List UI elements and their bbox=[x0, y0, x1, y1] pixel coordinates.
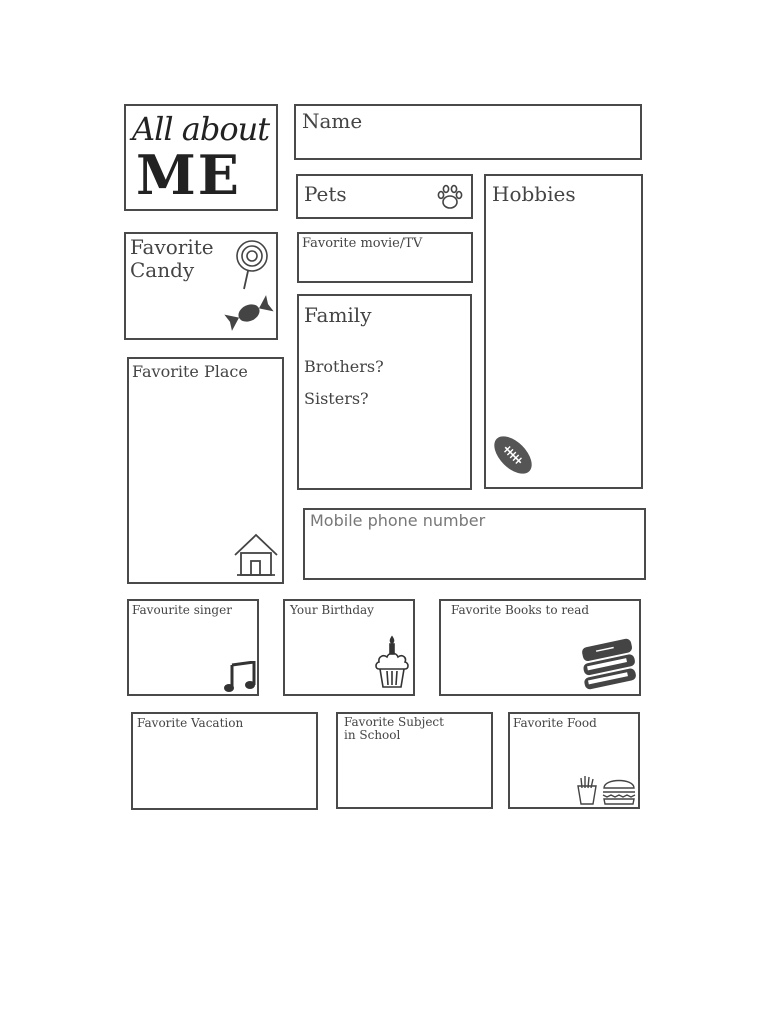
name-box[interactable] bbox=[294, 104, 642, 160]
your-birthday-box[interactable] bbox=[283, 599, 415, 696]
cupcake-icon bbox=[373, 635, 411, 691]
brothers-label: Brothers? bbox=[304, 357, 384, 376]
your-birthday-label: Your Birthday bbox=[290, 603, 374, 617]
favorite-movie-tv-box[interactable] bbox=[297, 232, 473, 283]
title-box bbox=[124, 104, 278, 211]
favorite-subject-label-line1: Favorite Subject bbox=[344, 715, 444, 729]
favorite-place-box[interactable] bbox=[127, 357, 284, 584]
music-note-icon bbox=[223, 661, 257, 693]
favorite-candy-label-line1: Favorite bbox=[130, 235, 214, 259]
favourite-singer-label: Favourite singer bbox=[132, 603, 232, 617]
books-icon bbox=[577, 635, 639, 693]
favorite-movie-tv-label: Favorite movie/TV bbox=[302, 236, 423, 251]
pets-label: Pets bbox=[304, 182, 347, 206]
paw-icon bbox=[435, 182, 465, 212]
favorite-candy-label-line2: Candy bbox=[130, 258, 195, 282]
name-label: Name bbox=[302, 109, 363, 133]
mobile-phone-box[interactable] bbox=[303, 508, 646, 580]
hobbies-label: Hobbies bbox=[492, 182, 576, 206]
favorite-food-label: Favorite Food bbox=[513, 716, 597, 730]
favorite-books-label: Favorite Books to read bbox=[451, 603, 590, 617]
pets-box[interactable] bbox=[296, 174, 473, 219]
favorite-place-label: Favorite Place bbox=[132, 362, 248, 381]
title-me: ME bbox=[136, 143, 241, 207]
mobile-phone-label: Mobile phone number bbox=[310, 511, 486, 530]
house-icon bbox=[233, 531, 279, 579]
wrapped-candy-icon bbox=[224, 292, 274, 334]
favorite-candy-box[interactable] bbox=[124, 232, 278, 340]
sisters-label: Sisters? bbox=[304, 389, 369, 408]
favorite-food-box[interactable] bbox=[508, 712, 640, 809]
title-all-about: All about bbox=[132, 110, 270, 148]
family-label: Family bbox=[304, 303, 372, 327]
favourite-singer-box[interactable] bbox=[127, 599, 259, 696]
favorite-subject-label-line2: in School bbox=[344, 728, 401, 742]
family-box[interactable] bbox=[297, 294, 472, 490]
hobbies-box[interactable] bbox=[484, 174, 643, 489]
fries-burger-icon bbox=[576, 774, 638, 808]
favorite-books-box[interactable] bbox=[439, 599, 641, 696]
lollipop-icon bbox=[234, 238, 270, 290]
football-icon bbox=[490, 430, 536, 480]
favorite-subject-box[interactable] bbox=[336, 712, 493, 809]
favorite-vacation-label: Favorite Vacation bbox=[137, 716, 244, 730]
favorite-vacation-box[interactable] bbox=[131, 712, 318, 810]
